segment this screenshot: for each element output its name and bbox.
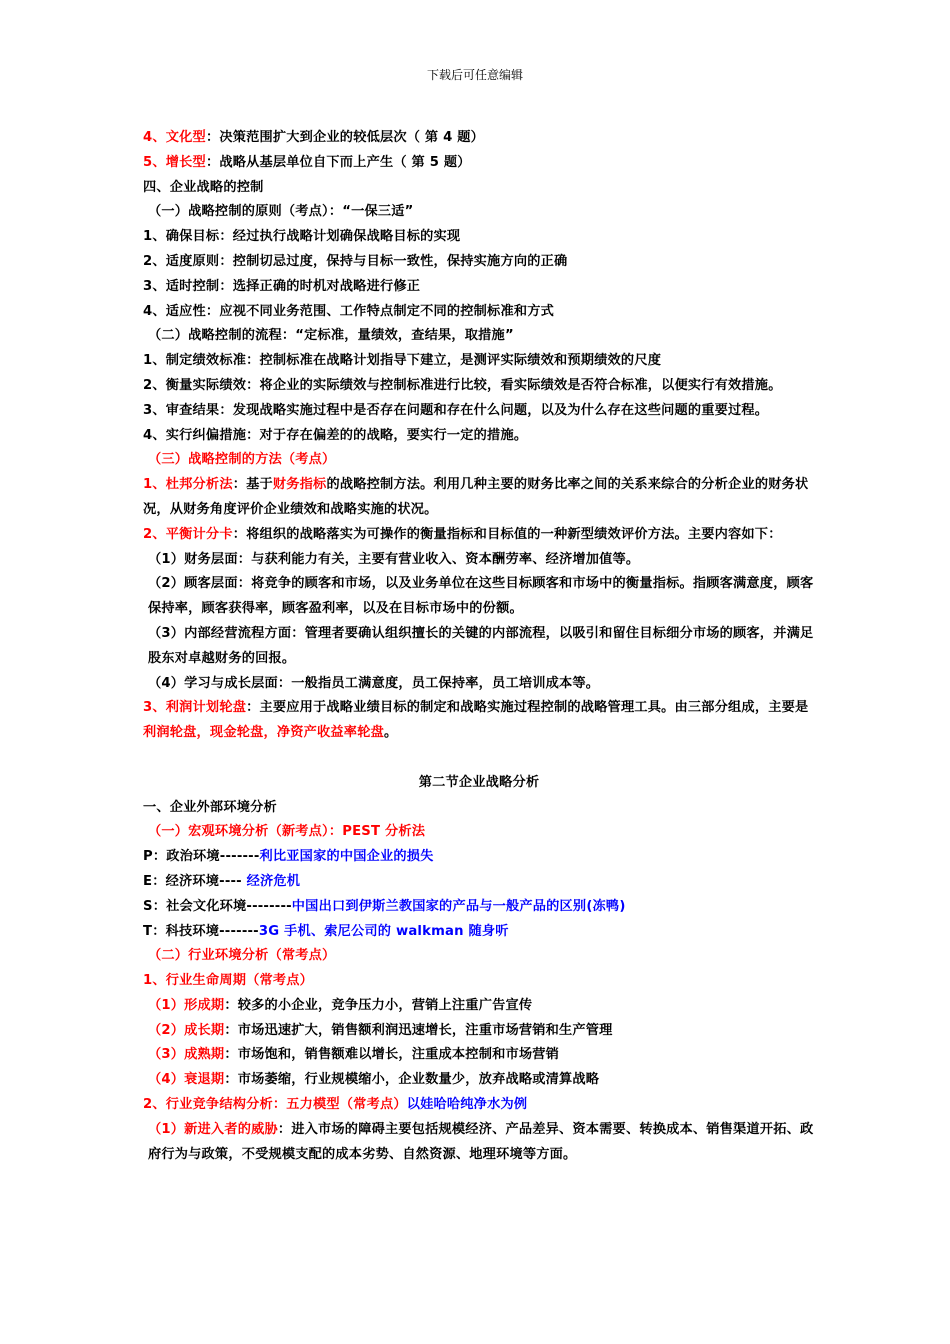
text-paragraph: 3、利润计划轮盘：主要应用于战略业绩目标的制定和战略实施过程控制的战略管理工具。由三部分组成，主要是利润轮盘，现金轮盘，净资产收益率轮盘。 [143, 700, 809, 741]
highlight-term: 5、增长型 [143, 154, 206, 170]
highlight-term: （1）新进入者的威胁 [148, 1121, 278, 1137]
highlight-term: （1）形成期 [148, 997, 225, 1013]
text-paragraph: （3）内部经营流程方面：管理者要确认组织擅长的关键的内部流程，以吸引和留住目标细分市场的顾客，并满足股东对卓越财务的回报。 [148, 625, 814, 666]
text-line: （3）成熟期：市场饱和，销售额难以增长，注重成本控制和市场营销 [148, 1047, 560, 1063]
highlight-term: 财务指标 [272, 477, 327, 493]
section-title: 第二节企业战略分析 [418, 774, 540, 790]
text-line: 1、确保目标：经过执行战略计划确保战略目标的实现 [143, 229, 461, 245]
text-line: 5、增长型：战略从基层单位自下而上产生（ 第 5 题） [143, 154, 471, 170]
text-line: 3、审查结果：发现战略实施过程中是否存在问题和存在什么问题，以及为什么存在这些问题的重要过程。 [143, 402, 769, 418]
page-header: 下载后可任意编辑 [426, 68, 523, 82]
text-line: （2）成长期：市场迅速扩大，销售额利润迅速增长，注重市场营销和生产管理 [148, 1022, 613, 1038]
subsection-heading: （三）战略控制的方法（考点） [148, 452, 336, 468]
text-paragraph: （2）顾客层面：将竞争的顾客和市场，以及业务单位在这些目标顾客和市场中的衡量指标。指顾客满意度，顾客保持率，顾客获得率，顾客盈利率，以及在目标市场中的份额。 [148, 576, 814, 617]
text-line: 4、文化型：决策范围扩大到企业的较低层次（ 第 4 题） [143, 130, 485, 145]
text-line: 4、实行纠偏措施：对于存在偏差的的战略，要实行一定的措施。 [143, 427, 528, 443]
text-paragraph: （1）新进入者的威胁：进入市场的障碍主要包括规模经济、产品差异、资本需要、转换成本、销售渠道开拓、政府行为与政策，不受规模支配的成本劣势、自然资源、地理环境等方面。 [148, 1121, 814, 1162]
text-paragraph: 2、衡量实际绩效：将企业的实际绩效与控制标准进行比较，看实际绩效是否符合标准，以便实行有效措施。 [143, 377, 782, 393]
text-line: P：政治环境-------利比亚国家的中国企业的损失 [143, 849, 434, 865]
text-paragraph: 2、平衡计分卡：将组织的战略落实为可操作的衡量指标和目标值的一种新型绩效评价方法。主要内容如下： [143, 526, 782, 542]
highlight-term: 2、平衡计分卡 [143, 526, 233, 542]
example-text: 中国出口到伊斯兰教国家的产品与一般产品的区别(冻鸭) [291, 898, 626, 914]
highlight-term: 2、行业竞争结构分析：五力模型（常考点） [143, 1097, 407, 1113]
text-line: （1）财务层面：与获利能力有关，主要有营业收入、资本酬劳率、经济增加值等。 [148, 551, 640, 567]
text-line: （4）学习与成长层面：一般指员工满意度，员工保持率，员工培训成本等。 [148, 675, 600, 691]
example-text: 以娃哈哈纯净水为例 [406, 1097, 528, 1113]
text-line: 4、适应性：应视不同业务范围、工作特点制定不同的控制标准和方式 [143, 303, 554, 319]
highlight-term: 3、利润计划轮盘 [143, 700, 247, 716]
text-line: 2、适度原则：控制切忌过度，保持与目标一致性，保持实施方向的正确 [143, 253, 568, 269]
text-line: 1、制定绩效标准：控制标准在战略计划指导下建立，是测评实际绩效和预期绩效的尺度 [143, 353, 662, 369]
example-text: 经济危机 [246, 873, 301, 889]
highlight-term: （3）成熟期 [148, 1047, 225, 1063]
subsection-heading: （一）宏观环境分析（新考点）：PEST 分析法 [148, 824, 426, 840]
spacer [143, 746, 815, 771]
text-line: T：科技环境-------3G 手机、索尼公司的 walkman 随身听 [143, 923, 509, 939]
highlight-term: 利润轮盘，现金轮盘，净资产收益率轮盘 [143, 725, 384, 741]
example-text: 3G 手机、索尼公司的 walkman 随身听 [258, 923, 509, 939]
example-text: 利比亚国家的中国企业的损失 [259, 849, 434, 865]
subsection-heading: （二）战略控制的流程：“定标准，量绩效，查结果，取措施” [148, 328, 514, 344]
text-line: （1）形成期：较多的小企业，竞争压力小，营销上注重广告宣传 [148, 997, 533, 1013]
text-line [143, 1093, 815, 1118]
highlight-term: 4、文化型 [143, 130, 206, 145]
highlight-term: （4）衰退期 [148, 1072, 225, 1088]
text-paragraph: 1、杜邦分析法：基于财务指标的战略控制方法。利用几种主要的财务比率之间的关系来综合的分析企业的财务状况，从财务角度评价企业绩效和战略实施的状况。 [143, 477, 809, 517]
subsection-heading: 1、行业生命周期（常考点） [143, 973, 314, 989]
section-heading: 一、企业外部环境分析 [143, 799, 277, 815]
document-body [143, 126, 815, 1167]
text-line: S：社会文化环境--------中国出口到伊斯兰教国家的产品与一般产品的区别(冻鸭) [143, 898, 626, 914]
subsection-heading: （二）行业环境分析（常考点） [148, 948, 336, 964]
subsection-heading: （一）战略控制的原则（考点）：“一保三适” [148, 204, 414, 220]
text-line: （4）衰退期：市场萎缩，行业规模缩小，企业数量少，放弃战略或清算战略 [148, 1072, 600, 1088]
section-heading: 四、企业战略的控制 [143, 179, 264, 195]
text-line: 3、适时控制：选择正确的时机对战略进行修正 [143, 278, 421, 294]
text-line: E：经济环境---- 经济危机 [143, 873, 301, 889]
highlight-term: 1、杜邦分析法 [143, 477, 233, 493]
highlight-term: （2）成长期 [148, 1022, 225, 1038]
